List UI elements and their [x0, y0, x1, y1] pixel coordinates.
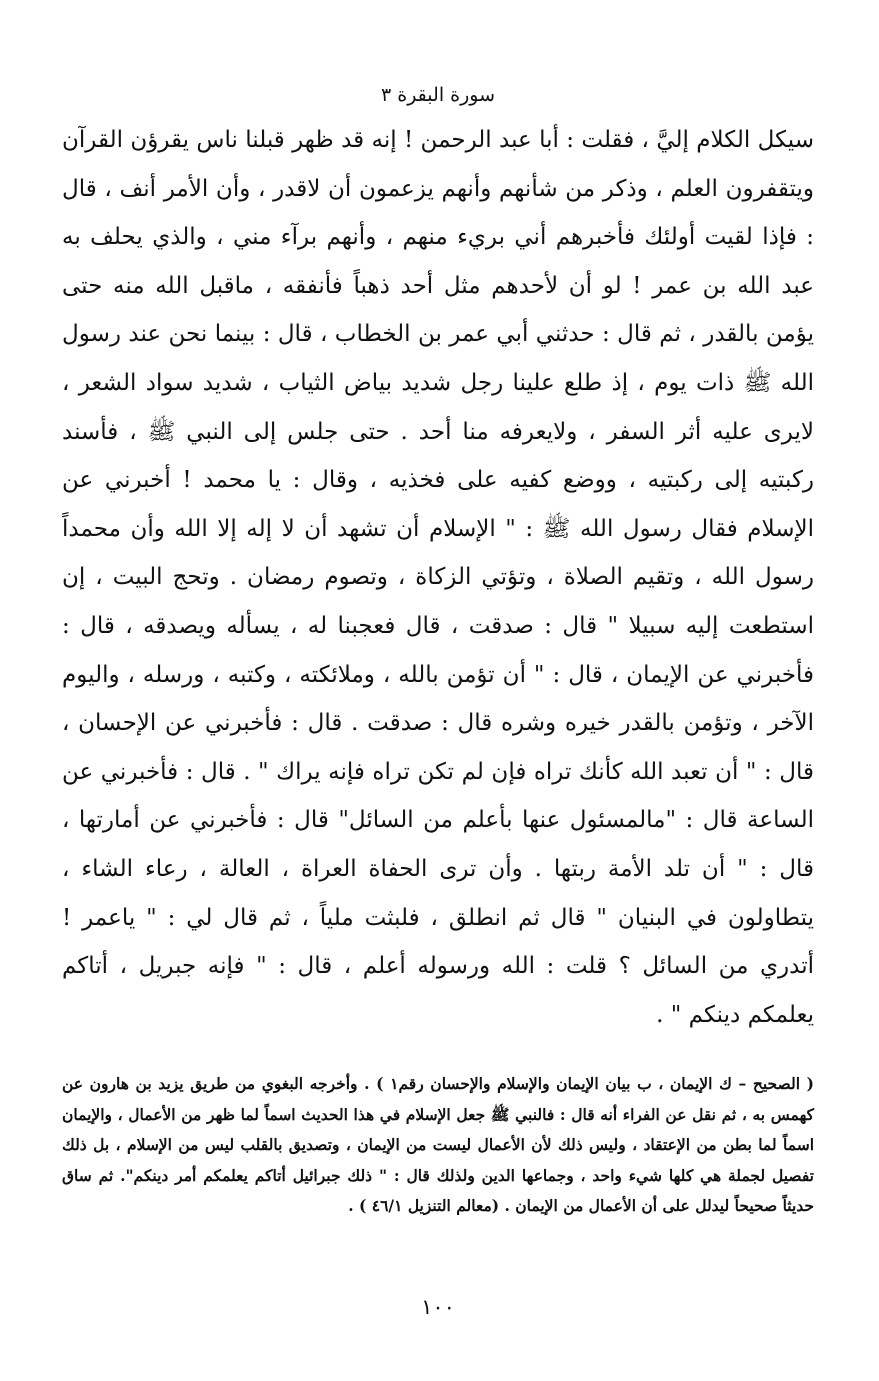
book-page [62, 80, 814, 1340]
main-text: سيكل الكلام إليَّ ، فقلت : أبا عبد الرحمن ! إنه قد ظهر قبلنا ناس يقرؤن القرآن ويتقفرون العلم ، وذكر من شأنهم وأنهم يزعمون أن لاقدر ، وأن الأمر أنف ، قال : فإذا لقيت أولئك فأخبرهم أني بريء منهم ، وأنهم برآء مني ، والذي يحلف به عبد الله بن عمر ! لو أن لأحدهم مثل أحد ذهباً فأنفقه ، ماقبل الله منه حتى يؤمن بالقدر ، ثم قال : حدثني أبي عمر بن الخطاب ، قال : بينما نحن عند رسول الله ﷺ ذات يوم ، إذ طلع علينا رجل شديد بياض الثياب ، شديد سواد الشعر ، لايرى عليه أثر السفر ، ولايعرفه منا أحد . حتى جلس إلى النبي ﷺ ، فأسند ركبتيه إلى ركبتيه ، ووضع كفيه على فخذيه ، وقال : يا محمد ! أخبرني عن الإسلام فقال رسول الله ﷺ : " الإسلام أن تشهد أن لا إله إلا الله وأن محمداً رسول الله ، وتقيم الصلاة ، وتؤتي الزكاة ، وتصوم رمضان . وتحج البيت ، إن استطعت إليه سبيلا " قال : صدقت ، قال فعجبنا له ، يسأله ويصدقه ، قال : فأخبرني عن الإيمان ، قال : " أن تؤمن بالله ، وملائكته ، وكتبه ، ورسله ، واليوم الآخر ، وتؤمن بالقدر خيره وشره قال : صدقت . قال : فأخبرني عن الإحسان ، قال : " أن تعبد الله كأنك تراه فإن لم تكن تراه فإنه يراك " . قال : فأخبرني عن الساعة قال : "مالمسئول عنها بأعلم من السائل" قال : فأخبرني عن أمارتها ، قال : " أن تلد الأمة ربتها . وأن ترى الحفاة العراة ، العالة ، رعاء الشاء ، يتطاولون في البنيان " قال ثم انطلق ، فلبثت ملياً ، ثم قال لي : " ياعمر ! أتدري من السائل ؟ قلت : الله ورسوله أعلم ، قال : " فإنه جبريل ، أتاكم يعلمكم دينكم " . [62, 127, 814, 1028]
page-number: ١٠٠ [421, 1295, 455, 1319]
footnote: ( الصحيح – ك الإيمان ، ب بيان الإيمان والإسلام والإحسان رقم١ ) . وأخرجه البغوي من طريق يزيد بن هارون عن كهمس به ، ثم نقل عن الفراء أنه قال : فالنبي ﷺ جعل الإسلام في هذا الحديث اسماً لما ظهر من الأعمال ، والإيمان اسماً لما بطن من الإعتقاد ، وليس ذلك لأن الأعمال ليست من الإيمان ، وتصديق بالقلب ليس من الإسلام ، بل ذلك تفصيل لجملة هي كلها شيء واحد ، وجماعها الدين ولذلك قال : " ذلك جبرائيل أتاكم يعلمكم أمر دينكم". ثم ساق حديثاً صحيحاً ليدلل على أن الأعمال من الإيمان . (معالم التنزيل ٤٦/١ ) . [62, 1074, 814, 1216]
running-head: سورة البقرة ٣ [380, 84, 495, 106]
